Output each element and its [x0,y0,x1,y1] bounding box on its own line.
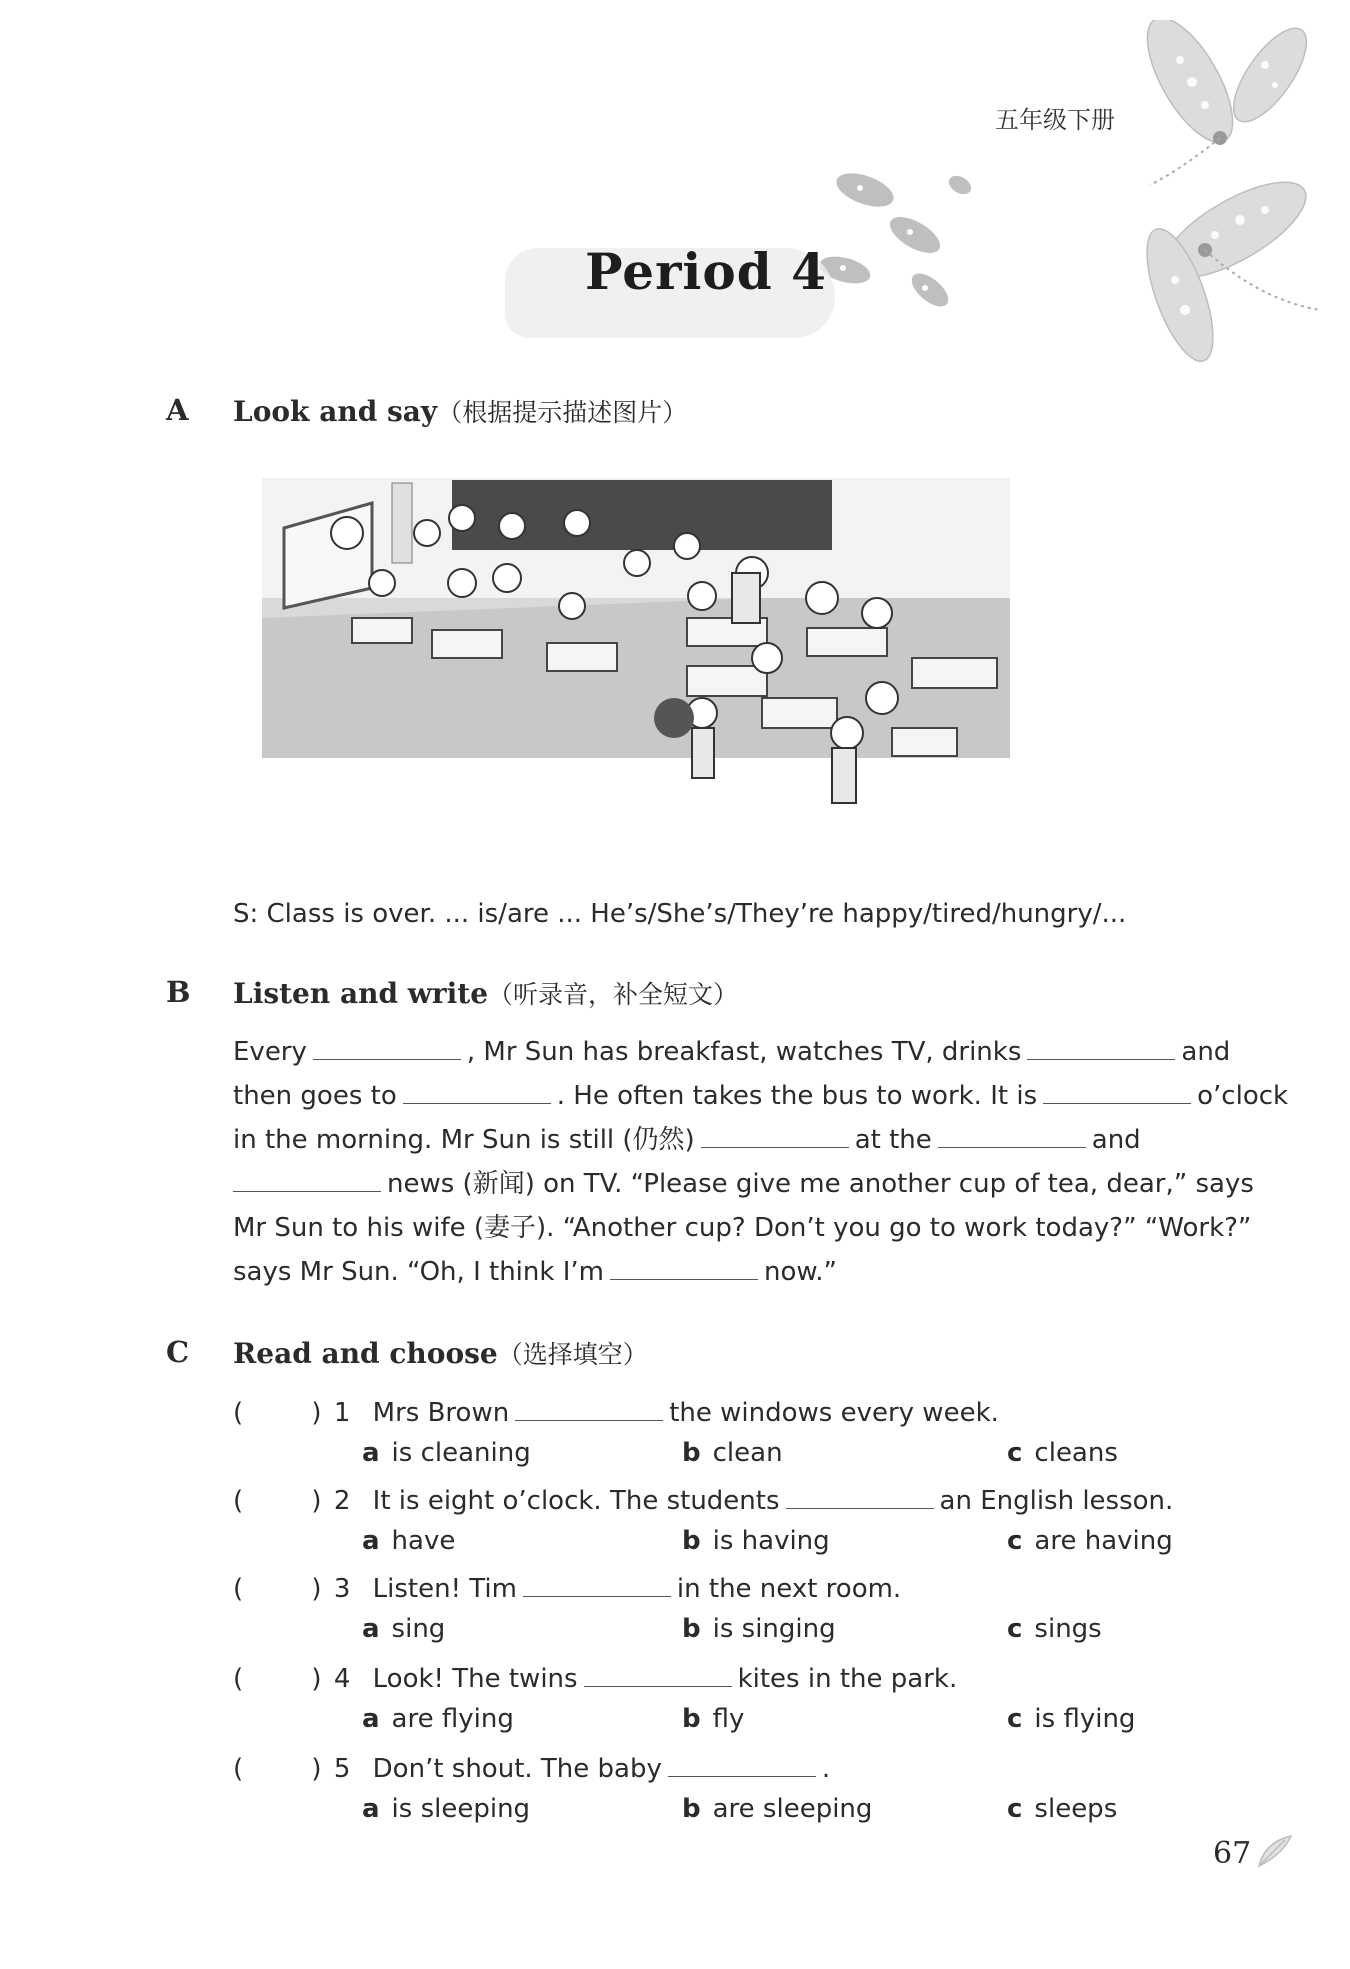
option-text: sing [391,1614,446,1644]
passage-text: at the [854,1125,932,1155]
question-row [233,1394,999,1428]
passage-line-5: Mr Sun to his wife (妻子). “Another cup? Don’t you go to work today?” “Work?” [233,1213,1252,1243]
option-letter: a [362,1526,380,1556]
option-text: fly [712,1704,745,1734]
option-text: sleeps [1034,1794,1118,1824]
option-text: is flying [1034,1704,1136,1734]
classroom-illustration [262,478,1010,858]
blank-field[interactable] [233,1165,381,1192]
section-note: （选择填空） [497,1340,648,1369]
passage-text: . He often takes the bus to work. It is [556,1081,1038,1111]
blank-field[interactable] [938,1121,1086,1148]
passage-line-3 [233,1118,1141,1162]
section-c-heading [166,1335,189,1369]
question-row [233,1570,901,1604]
passage-text: in the morning. Mr Sun is still (仍然) [233,1125,695,1155]
passage-text: , Mr Sun has breakfast, watches TV, drinks [466,1037,1022,1067]
section-a-title [233,393,687,429]
question-number: 5 [333,1754,351,1784]
option-text: are flying [391,1704,514,1734]
question-row [233,1750,830,1784]
passage-line-2 [233,1074,1288,1118]
option-b[interactable] [682,1794,872,1824]
question-text: in the next room. [676,1574,902,1604]
answer-paren-close: ) [311,1398,322,1428]
option-text: clean [712,1438,783,1468]
question-text: Listen! Tim [372,1574,517,1604]
page-number: 67 [1213,1836,1252,1871]
passage-text: now.” [763,1257,837,1287]
passage-text: o’clock [1197,1081,1289,1111]
option-text: are sleeping [712,1794,873,1824]
question-text: Don’t shout. The baby [372,1754,662,1784]
option-b[interactable] [682,1526,830,1556]
blank-field[interactable] [584,1660,732,1687]
question-text: It is eight o’clock. The students [372,1486,780,1516]
passage-text: then goes to [233,1081,397,1111]
option-c[interactable] [1007,1614,1102,1644]
page-title: Period 4 [585,242,827,301]
answer-paren-close: ) [311,1574,322,1604]
option-a[interactable] [362,1614,445,1644]
dragonfly-decoration [1120,20,1350,380]
passage-text: says Mr Sun. “Oh, I think I’m [233,1257,604,1287]
option-letter: b [682,1704,701,1734]
option-letter: c [1007,1438,1023,1468]
section-a-prompt: S: Class is over. ... is/are ... He’s/She’s/They’re happy/tired/hungry/... [233,899,1127,929]
blank-field[interactable] [1027,1033,1175,1060]
question-number: 4 [333,1664,351,1694]
section-letter: A [166,393,189,427]
passage-text: news (新闻) on TV. “Please give me another cup of tea, dear,” says [387,1169,1254,1199]
option-text: cleans [1034,1438,1118,1468]
blank-field[interactable] [701,1121,849,1148]
option-letter: b [682,1614,701,1644]
question-number: 1 [333,1398,351,1428]
blank-field[interactable] [515,1394,663,1421]
option-text: is sleeping [391,1794,531,1824]
option-text: are having [1034,1526,1173,1556]
option-text: is cleaning [391,1438,531,1468]
section-title: Look and say [233,395,438,428]
option-b[interactable] [682,1704,744,1734]
question-number: 2 [333,1486,351,1516]
passage-text: and [1181,1037,1231,1067]
passage-text: and [1091,1125,1141,1155]
option-c[interactable] [1007,1794,1117,1824]
answer-paren-open: ( [233,1398,244,1428]
option-a[interactable] [362,1526,455,1556]
answer-paren-close: ) [311,1486,322,1516]
question-text: kites in the park. [737,1664,958,1694]
section-letter: B [166,975,191,1009]
section-b-title [233,975,738,1011]
leaf-icon [1255,1832,1295,1872]
blank-field[interactable] [668,1750,816,1777]
section-note: （听录音，补全短文） [488,980,739,1009]
passage-line-1 [233,1030,1230,1074]
option-c[interactable] [1007,1704,1135,1734]
option-letter: c [1007,1704,1023,1734]
option-text: sings [1034,1614,1102,1644]
answer-paren-close: ) [311,1664,322,1694]
question-text: an English lesson. [939,1486,1174,1516]
option-text: is singing [712,1614,836,1644]
option-c[interactable] [1007,1526,1173,1556]
section-b-heading [166,975,191,1009]
section-note: （根据提示描述图片） [437,398,688,427]
blank-field[interactable] [610,1253,758,1280]
answer-paren-open: ( [233,1574,244,1604]
grade-label: 五年级下册 [995,106,1115,134]
option-letter: b [682,1526,701,1556]
option-text: is having [712,1526,830,1556]
option-a[interactable] [362,1794,530,1824]
answer-paren-open: ( [233,1486,244,1516]
option-b[interactable] [682,1438,783,1468]
option-letter: c [1007,1614,1023,1644]
option-a[interactable] [362,1704,514,1734]
question-text: . [821,1754,831,1784]
answer-paren-close: ) [311,1754,322,1784]
option-letter: a [362,1704,380,1734]
option-letter: c [1007,1526,1023,1556]
section-a-heading [166,393,189,427]
section-c-title [233,1335,648,1371]
question-row [233,1660,957,1694]
section-letter: C [166,1335,190,1369]
question-text: Mrs Brown [372,1398,510,1428]
answer-paren-open: ( [233,1664,244,1694]
question-text: Look! The twins [372,1664,578,1694]
section-title: Listen and write [233,977,489,1010]
option-letter: a [362,1438,380,1468]
blank-field[interactable] [786,1482,934,1509]
passage-line-6 [233,1250,837,1294]
option-letter: a [362,1794,380,1824]
blank-field[interactable] [523,1570,671,1597]
question-text: the windows every week. [669,1398,999,1428]
section-title: Read and choose [233,1337,498,1370]
blank-field[interactable] [313,1033,461,1060]
passage-text: Every [233,1037,307,1067]
blank-field[interactable] [1043,1077,1191,1104]
option-letter: c [1007,1794,1023,1824]
passage-line-4 [233,1162,1254,1206]
option-letter: a [362,1614,380,1644]
option-c[interactable] [1007,1438,1118,1468]
option-a[interactable] [362,1438,531,1468]
option-letter: b [682,1438,701,1468]
option-text: have [391,1526,456,1556]
option-letter: b [682,1794,701,1824]
question-number: 3 [333,1574,351,1604]
answer-paren-open: ( [233,1754,244,1784]
blank-field[interactable] [403,1077,551,1104]
option-b[interactable] [682,1614,836,1644]
question-row [233,1482,1173,1516]
